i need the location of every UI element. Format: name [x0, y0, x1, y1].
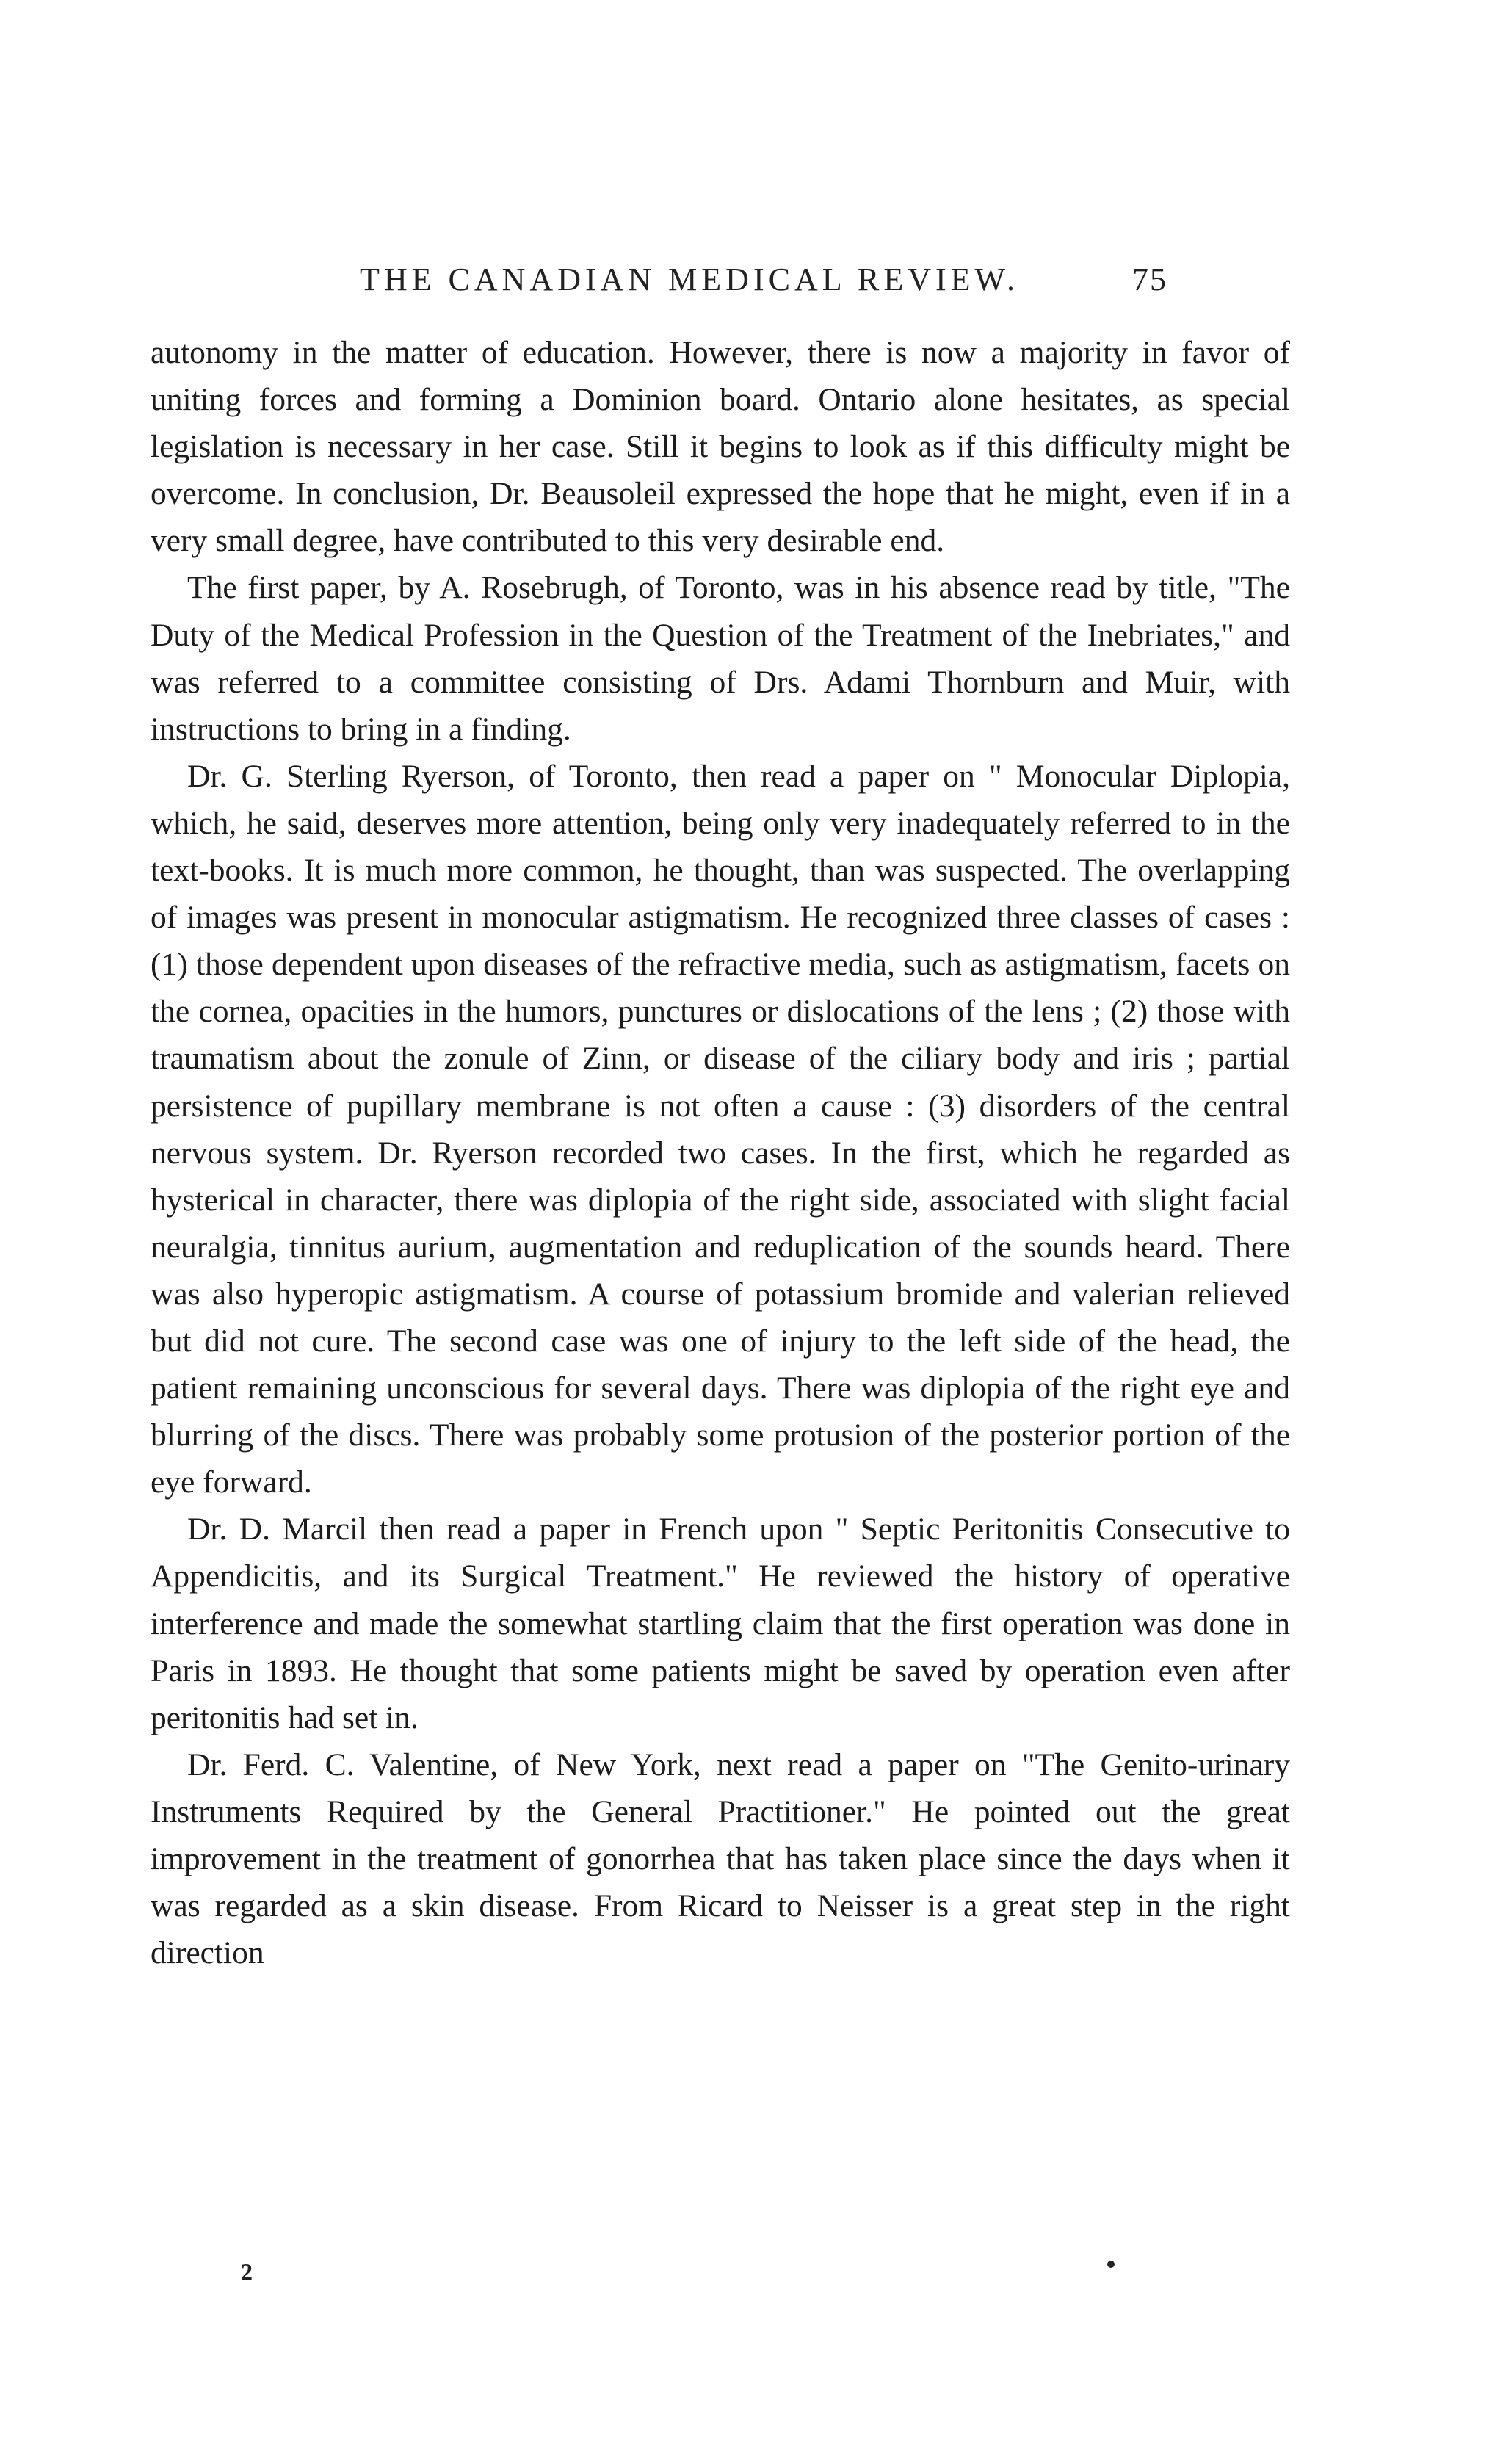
body-text — [151, 329, 1290, 1976]
printer-dot — [1107, 2261, 1115, 2268]
signature-mark: 2 — [241, 2258, 253, 2285]
paragraph: autonomy in the matter of education. However, there is now a majority in favor of uniting forces and forming a Dominion board. Ontario alone hesitates, as special legislation is necessary in her case. Still it begins to look as if this difficulty might be overcome. In conclusion, Dr. Beausoleil expressed the hope that he might, even if in a very small degree, have contributed to this very desirable end. — [151, 335, 1290, 559]
running-title: THE CANADIAN MEDICAL REVIEW. — [360, 261, 1019, 297]
running-head — [360, 253, 1167, 305]
page-number: 75 — [1132, 261, 1167, 297]
paragraph: Dr. Ferd. C. Valentine, of New York, next read a paper on "The Genito-urinary Instruments Required by the General Practitioner." He pointed out the great improvement in the treatment of gonorrhea that has taken place since the days when it was regarded as a skin disease. From Ricard to Neisser is a great step in the right direction — [151, 1746, 1290, 1971]
paragraph: The first paper, by A. Rosebrugh, of Toronto, was in his absence read by title, "The Duty of the Medical Profession in the Question of the Treatment of the Inebriates," and was referred to a committee consisting of Drs. Adami Thornburn and Muir, with instructions to bring in a finding. — [151, 570, 1290, 747]
paragraph: Dr. D. Marcil then read a paper in French upon " Septic Peritonitis Consecutive to Appendicitis, and its Surgical Treatment." He reviewed the history of operative interference and made the somewhat startling claim that the first operation was done in Paris in 1893. He thought that some patients might be saved by operation even after peritonitis had set in. — [151, 1511, 1290, 1735]
paragraph: Dr. G. Sterling Ryerson, of Toronto, then read a paper on " Monocular Diplopia, which, he said, deserves more attention, being only very inadequately referred to in the text-books. It is much more common, he thought, than was suspected. The overlapping of images was present in monocular astigmatism. He recognized three classes of cases : (1) those dependent upon diseases of the refractive media, such as astigmatism, facets on the cornea, opacities in the humors, punctures or dislocations of the lens ; (2) those with traumatism about the zonule of Zinn, or disease of the ciliary body and iris ; partial persistence of pupillary membrane is not often a cause : (3) disorders of the central nervous system. Dr. Ryerson recorded two cases. In the first, which he regarded as hysterical in character, there was diplopia of the right side, associated with slight facial neuralgia, tinnitus aurium, augmentation and reduplication of the sounds heard. There was also hyperopic astigmatism. A course of potassium bromide and valerian relieved but did not cure. The second case was one of injury to the left side of the head, the patient remaining unconscious for several days. There was diplopia of the right eye and blurring of the discs. There was probably some protusion of the posterior portion of the eye forward. — [151, 758, 1290, 1500]
